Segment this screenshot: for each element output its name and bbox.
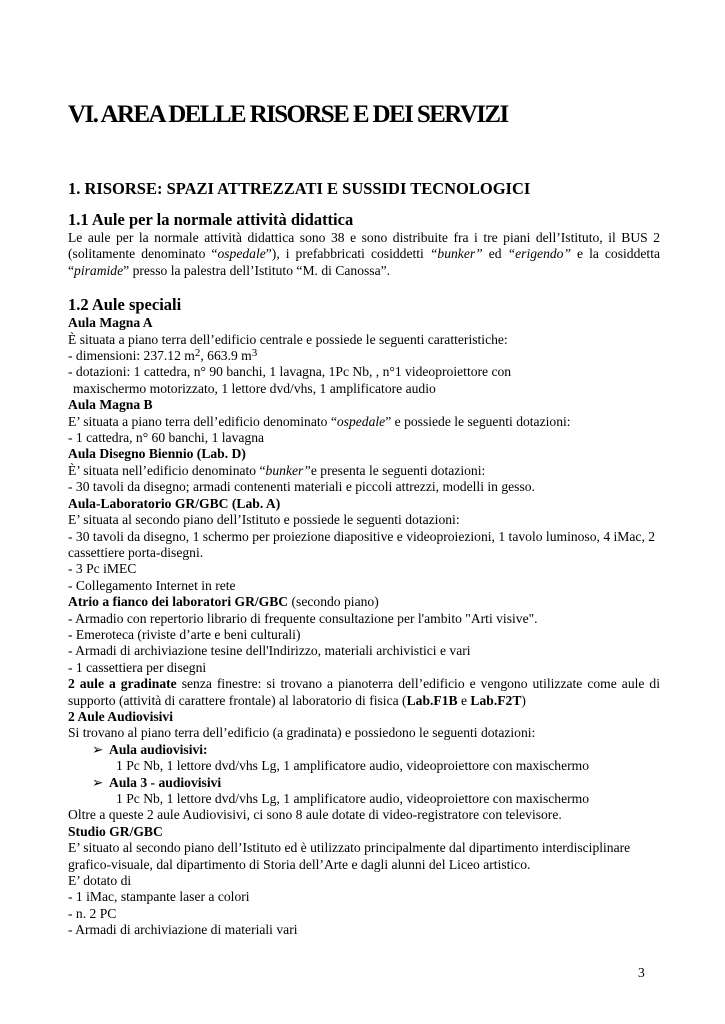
list-item-detail: 1 Pc Nb, 1 lettore dvd/vhs Lg, 1 amplificatore audio, videoproiettore con maxischermo [116,758,590,774]
studio-line: - n. 2 PC [68,905,117,921]
chapter-title: VI. AREA DELLE RISORSE E DEI SERVIZI [68,101,508,128]
aula-disegno-title: Aula Disegno Biennio (Lab. D) [68,446,246,462]
aule-audiovisivi-title: 2 Aule Audiovisivi [68,708,174,724]
arrow-bullet-icon: ➢ [92,774,104,790]
aula-magna-a-line: È situata a piano terra dell’edificio centrale e possiede le seguenti caratteristiche: [68,331,508,347]
atrio-line: - 1 cassettiera per disegni [68,659,207,675]
list-item: ➢ Aula audiovisivi: [92,741,208,757]
page-number: 3 [638,965,645,980]
studio-line: E’ situato al secondo piano dell’Istituto ed è utilizzato principalmente dal dipartimento interdisciplinare grafico-visuale, dal dipartimento di Storia dell’Arte e dagli alunni del Liceo artistico. [68,840,631,872]
aule-audiovisivi-line: Oltre a queste 2 aule Audiovisivi, ci sono 8 aule dotate di video-registratore con televisore. [68,807,562,823]
aula-magna-a-line: maxischermo motorizzato, 1 lettore dvd/vhs, 1 amplificatore audio [73,380,436,396]
list-item-detail: 1 Pc Nb, 1 lettore dvd/vhs Lg, 1 amplificatore audio, videoproiettore con maxischermo [116,791,590,806]
aula-disegno-line: - 30 tavoli da disegno; armadi contenenti materiali e piccoli attrezzi, modelli in gesso. [68,479,535,495]
studio-line: - Armadi di archiviazione di materiali vari [68,922,298,938]
heading-aule-normali: 1.1 Aule per la normale attività didattica [68,210,354,229]
aula-magna-a-dimensions: - dimensioni: 237.12 $m^2$, 663.9 $m^3$ [68,347,258,364]
studio-line: E’ dotato di [68,873,132,889]
heading-aule-speciali: 1.2 Aule speciali [68,295,182,315]
aula-laboratorio-line: - 3 Pc iMEC [68,561,137,577]
arrow-bullet-icon: ➢ [92,741,104,757]
aula-disegno-line: È’ situata nell’edificio denominato “bunker”e presenta le seguenti dotazioni: [68,462,486,478]
aule-audiovisivi-line: Si trovano al piano terra dell’edificio (a gradinata) e possiedono le seguenti dotazioni: [68,725,536,741]
atrio-title: Atrio a fianco dei laboratori GR/GBC (secondo piano) [68,594,379,610]
aula-magna-a-line: - dotazioni: 1 cattedra, n° 90 banchi, 1 lavagna, 1Pc Nb, , n°1 videoproiettore con [68,364,512,380]
aula-magna-a-title: Aula Magna A [68,315,153,331]
aula-magna-b-line: E’ situata a piano terra dell’edificio denominato “ospedale” e possiede le seguenti dotazioni: [68,413,571,429]
atrio-line: - Armadi di archiviazione tesine dell'Indirizzo, materiali archivistici e vari [68,643,471,659]
aula-laboratorio-line: - Collegamento Internet in rete [68,577,236,593]
studio-title: Studio GR/GBC [68,823,163,839]
atrio-line: - Armadio con repertorio librario di frequente consultazione per l'ambito "Arti visive". [68,610,538,626]
atrio-line: - Emeroteca (riviste d’arte e beni culturali) [68,626,301,642]
section-title: 1. RISORSE: SPAZI ATTREZZATI E SUSSIDI TECNOLOGICI [68,179,531,198]
aula-magna-b-line: - 1 cattedra, n° 60 banchi, 1 lavagna [68,430,265,446]
aule-gradinate-paragraph: 2 aule a gradinate senza finestre: si trovano a pianoterra dell’edificio e vengono utilizzate come aule di supporto (attività di carattere frontale) al laboratorio di fisica (Lab.F1B e Lab.F2T) [68,676,661,708]
aula-laboratorio-title: Aula-Laboratorio GR/GBC (Lab. A) [68,495,281,511]
aula-magna-b-title: Aula Magna B [68,397,153,413]
paragraph-aule-normali: Le aule per la normale attività didattica sono 38 e sono distribuite fra i tre piani dell’Istituto, il BUS 2 (solitamente denominato “ospedale”), i prefabbricati cosiddetti “bunker” ed “erigendo” e la cosiddetta “piramide” presso la palestra dell’Istituto “M. di Canossa”. [68,230,661,278]
aula-laboratorio-line: - 30 tavoli da disegno, 1 schermo per proiezione diapositive e videoproiezioni, 1 tavolo luminoso, 4 iMac, 2 cassettiere porta-disegni. [68,528,656,560]
aula-laboratorio-line: E’ situata al secondo piano dell’Istituto e possiede le seguenti dotazioni: [68,512,460,528]
list-item: ➢ Aula 3 - audiovisivi [92,774,222,790]
document-body [68,210,660,939]
studio-line: - 1 iMac, stampante laser a colori [68,889,250,905]
